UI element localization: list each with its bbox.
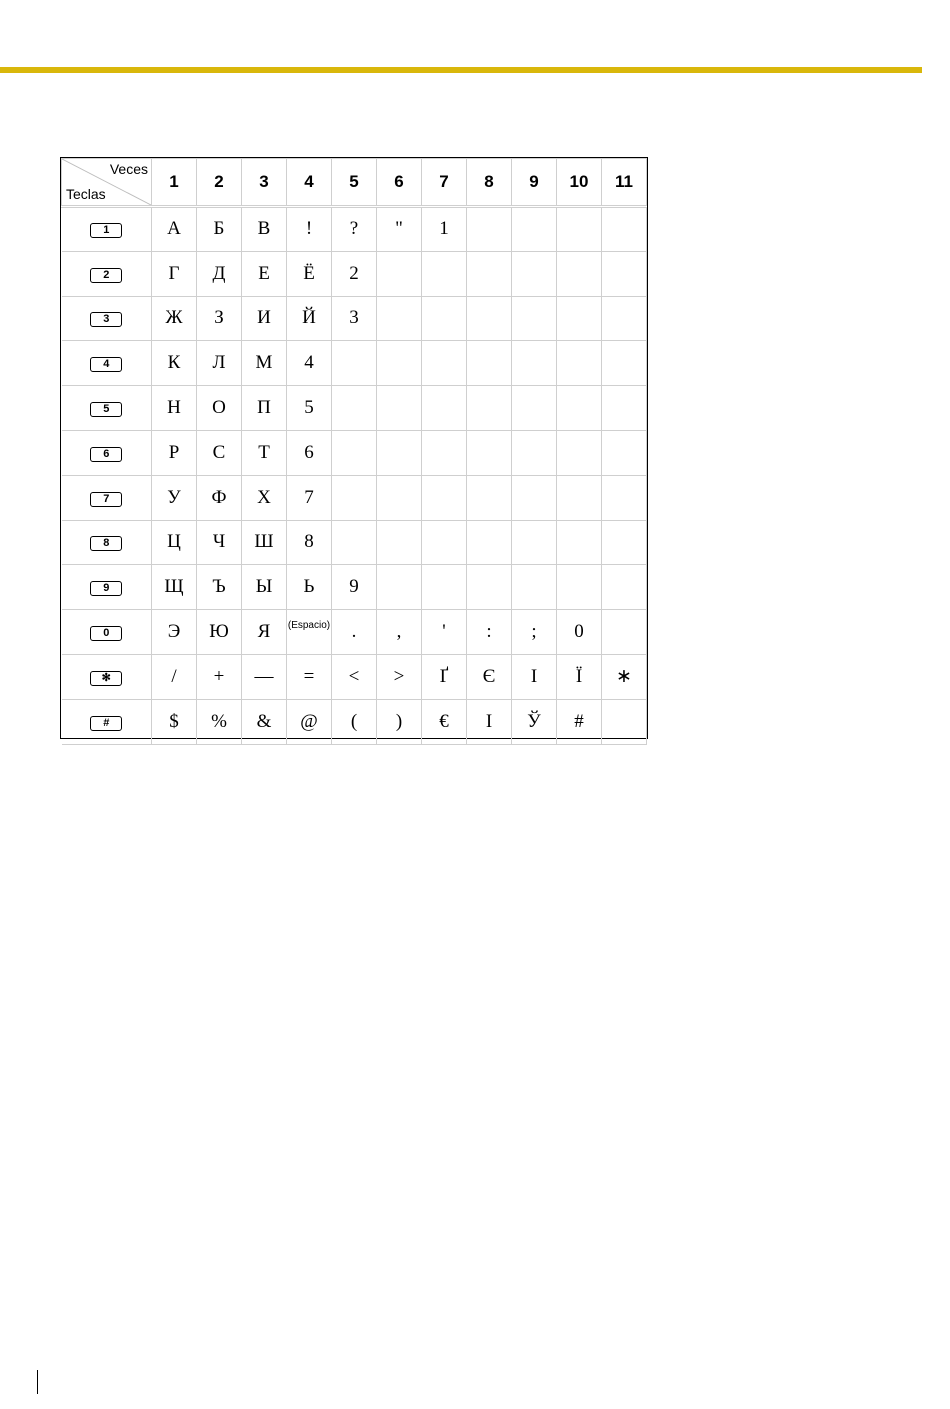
character-entry-table [61, 158, 647, 745]
character-cell: Р [152, 430, 197, 475]
character-cell: / [152, 654, 197, 699]
character-cell [512, 207, 557, 252]
keypad-key-icon: ✻ [90, 671, 122, 686]
character-cell [467, 341, 512, 386]
character-cell [467, 207, 512, 252]
character-cell: Е [242, 251, 287, 296]
character-cell: < [332, 654, 377, 699]
character-cell: У [152, 475, 197, 520]
character-cell [557, 430, 602, 475]
character-cell: 4 [287, 341, 332, 386]
character-cell [467, 386, 512, 431]
character-table-frame [60, 157, 648, 739]
character-cell [557, 386, 602, 431]
character-cell [467, 296, 512, 341]
column-header: 11 [602, 159, 647, 207]
character-cell [467, 430, 512, 475]
key-cell [62, 475, 152, 520]
character-cell [377, 386, 422, 431]
keypad-key-icon: 1 [90, 223, 122, 238]
character-cell: Ч [197, 520, 242, 565]
character-cell: Ё [287, 251, 332, 296]
character-cell: — [242, 654, 287, 699]
keypad-key-icon: 3 [90, 312, 122, 327]
character-cell: Ж [152, 296, 197, 341]
corner-label-keys: Teclas [66, 186, 106, 202]
header-accent-rule [0, 67, 922, 73]
character-cell [332, 520, 377, 565]
character-cell: ∗ [602, 654, 647, 699]
character-cell [377, 430, 422, 475]
character-cell: Л [197, 341, 242, 386]
character-cell: ' [422, 610, 467, 655]
character-cell: С [197, 430, 242, 475]
table-row [62, 654, 647, 699]
character-cell [557, 251, 602, 296]
character-cell: Ъ [197, 565, 242, 610]
character-cell: Ў [512, 699, 557, 744]
character-cell: З [197, 296, 242, 341]
character-cell [467, 565, 512, 610]
character-cell: И [242, 296, 287, 341]
character-cell [512, 520, 557, 565]
table-row [62, 386, 647, 431]
character-cell [602, 565, 647, 610]
column-header: 3 [242, 159, 287, 207]
character-cell: 2 [332, 251, 377, 296]
character-cell: Э [152, 610, 197, 655]
character-cell: В [242, 207, 287, 252]
character-cell: 1 [422, 207, 467, 252]
character-cell: 5 [287, 386, 332, 431]
keypad-key-icon: 8 [90, 536, 122, 551]
character-cell: & [242, 699, 287, 744]
key-cell [62, 654, 152, 699]
key-cell [62, 520, 152, 565]
character-cell: Ы [242, 565, 287, 610]
character-cell [422, 565, 467, 610]
keypad-key-icon: 7 [90, 492, 122, 507]
character-cell: Й [287, 296, 332, 341]
character-cell: Ц [152, 520, 197, 565]
character-cell [512, 430, 557, 475]
character-cell: # [557, 699, 602, 744]
character-cell: Х [242, 475, 287, 520]
character-cell: $ [152, 699, 197, 744]
character-cell: Б [197, 207, 242, 252]
table-corner-header [62, 159, 152, 207]
character-cell [557, 565, 602, 610]
table-row [62, 207, 647, 252]
character-cell [422, 296, 467, 341]
character-cell: 7 [287, 475, 332, 520]
column-header: 8 [467, 159, 512, 207]
column-header: 7 [422, 159, 467, 207]
table-row [62, 610, 647, 655]
character-cell: Є [467, 654, 512, 699]
column-header: 1 [152, 159, 197, 207]
character-cell [602, 341, 647, 386]
table-row [62, 341, 647, 386]
character-cell: ( [332, 699, 377, 744]
character-cell [512, 565, 557, 610]
character-cell: Ґ [422, 654, 467, 699]
character-cell: Ш [242, 520, 287, 565]
keypad-key-icon: 5 [90, 402, 122, 417]
character-cell [332, 475, 377, 520]
character-cell: М [242, 341, 287, 386]
character-cell [602, 610, 647, 655]
character-cell: Д [197, 251, 242, 296]
key-cell [62, 610, 152, 655]
character-cell: ) [377, 699, 422, 744]
keypad-key-icon: 4 [90, 357, 122, 372]
character-cell [512, 386, 557, 431]
character-cell: @ [287, 699, 332, 744]
character-cell [422, 341, 467, 386]
character-cell: О [197, 386, 242, 431]
header-row [62, 159, 647, 207]
character-cell [557, 207, 602, 252]
corner-label-times: Veces [109, 161, 148, 177]
key-cell [62, 565, 152, 610]
character-cell: А [152, 207, 197, 252]
character-cell [422, 251, 467, 296]
character-cell: Я [242, 610, 287, 655]
character-cell: > [377, 654, 422, 699]
key-cell [62, 341, 152, 386]
key-cell [62, 251, 152, 296]
character-cell [377, 520, 422, 565]
character-cell: " [377, 207, 422, 252]
character-cell [332, 430, 377, 475]
character-cell: % [197, 699, 242, 744]
column-header: 2 [197, 159, 242, 207]
table-row [62, 251, 647, 296]
character-cell [602, 251, 647, 296]
character-cell [467, 251, 512, 296]
key-cell [62, 207, 152, 252]
character-cell [557, 296, 602, 341]
character-cell: ? [332, 207, 377, 252]
character-cell: ! [287, 207, 332, 252]
character-cell [422, 430, 467, 475]
character-cell [422, 520, 467, 565]
keypad-key-icon: 2 [90, 268, 122, 283]
character-cell [377, 296, 422, 341]
character-cell: (Espacio) [287, 610, 332, 655]
character-cell: , [377, 610, 422, 655]
character-cell: € [422, 699, 467, 744]
character-cell [602, 699, 647, 744]
character-cell: . [332, 610, 377, 655]
character-cell [377, 565, 422, 610]
footer-margin-rule [37, 1370, 38, 1394]
character-cell [557, 520, 602, 565]
column-header: 6 [377, 159, 422, 207]
table-row [62, 699, 647, 744]
character-cell: : [467, 610, 512, 655]
character-cell: К [152, 341, 197, 386]
column-header: 5 [332, 159, 377, 207]
character-cell [602, 386, 647, 431]
table-row [62, 520, 647, 565]
character-cell: Ю [197, 610, 242, 655]
character-cell [557, 475, 602, 520]
character-cell: Т [242, 430, 287, 475]
character-cell [422, 475, 467, 520]
character-cell: Ф [197, 475, 242, 520]
key-cell [62, 699, 152, 744]
character-cell [512, 341, 557, 386]
character-cell [377, 251, 422, 296]
key-cell [62, 386, 152, 431]
character-cell: 8 [287, 520, 332, 565]
character-cell [332, 386, 377, 431]
character-cell [557, 341, 602, 386]
character-cell [602, 207, 647, 252]
table-body [62, 207, 647, 745]
character-cell [602, 430, 647, 475]
character-cell [602, 520, 647, 565]
character-cell [602, 475, 647, 520]
character-cell: 6 [287, 430, 332, 475]
character-cell: Ї [557, 654, 602, 699]
character-cell: Г [152, 251, 197, 296]
character-cell: + [197, 654, 242, 699]
table-row [62, 565, 647, 610]
character-cell: I [467, 699, 512, 744]
character-cell: 9 [332, 565, 377, 610]
character-cell [467, 475, 512, 520]
key-cell [62, 430, 152, 475]
keypad-key-icon: # [90, 716, 122, 731]
column-header: 4 [287, 159, 332, 207]
table-row [62, 475, 647, 520]
character-cell: І [512, 654, 557, 699]
table-row [62, 296, 647, 341]
column-header: 10 [557, 159, 602, 207]
key-cell [62, 296, 152, 341]
character-cell [512, 296, 557, 341]
character-cell: Н [152, 386, 197, 431]
keypad-key-icon: 9 [90, 581, 122, 596]
character-cell [512, 475, 557, 520]
character-cell: Ь [287, 565, 332, 610]
character-cell [467, 520, 512, 565]
character-cell: П [242, 386, 287, 431]
column-header: 9 [512, 159, 557, 207]
character-cell: = [287, 654, 332, 699]
keypad-key-icon: 6 [90, 447, 122, 462]
table-row [62, 430, 647, 475]
character-cell [377, 475, 422, 520]
character-cell [332, 341, 377, 386]
character-cell [422, 386, 467, 431]
character-cell: Щ [152, 565, 197, 610]
character-cell: ; [512, 610, 557, 655]
character-cell [377, 341, 422, 386]
keypad-key-icon: 0 [90, 626, 122, 641]
character-cell: 0 [557, 610, 602, 655]
character-cell [512, 251, 557, 296]
character-cell [602, 296, 647, 341]
character-cell: 3 [332, 296, 377, 341]
